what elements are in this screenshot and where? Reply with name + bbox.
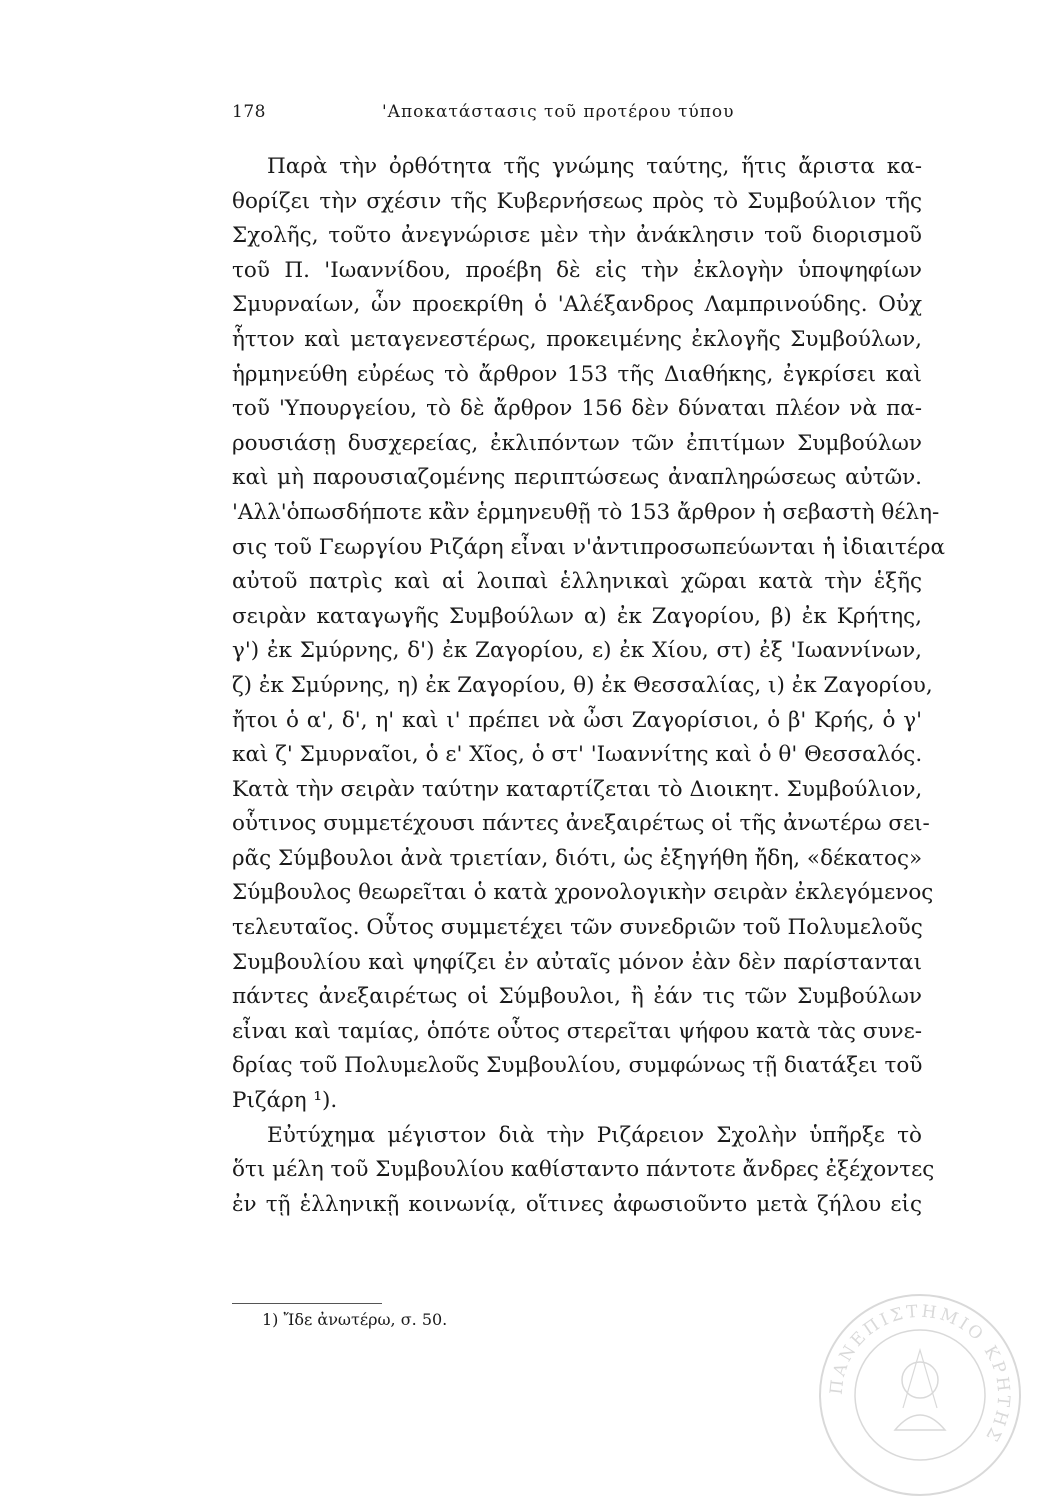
page-header [232, 102, 762, 128]
body-text [232, 150, 946, 1222]
text-line: γ') ἐκ Σμύρνης, δ') ἐκ Ζαγορίου, ε) ἐκ Χίου, στ) ἐξ 'Ιωαννίνων, [232, 638, 922, 664]
text-line: τοῦ Π. 'Ιωαννίδου, προέβη δὲ εἰς τὴν ἐκλογὴν ὑποψηφίων [232, 257, 922, 283]
text-line: σειρὰν καταγωγῆς Συμβούλων α) ἐκ Ζαγορίου, β) ἐκ Κρήτης, [232, 603, 922, 629]
text-line: Σύμβουλος θεωρεῖται ὁ κατὰ χρονολογικὴν σειρὰν ἐκλεγόμενος [232, 880, 934, 906]
text-line: ἤτοι ὁ α', δ', η' καὶ ι' πρέπει νὰ ὦσι Ζαγορίσιοι, ὁ β' Κρής, ὁ γ' [232, 707, 922, 733]
text-line: ρουσιάσῃ δυσχερείας, ἐκλιπόντων τῶν ἐπιτίμων Συμβούλων [232, 430, 922, 456]
text-line: πάντες ἀνεξαιρέτως οἱ Σύμβουλοι, ἢ ἐάν τις τῶν Συμβούλων [232, 984, 922, 1010]
text-line: εἶναι καὶ ταμίας, ὁπότε οὗτος στερεῖται ψήφου κατὰ τὰς συνε- [232, 1018, 922, 1044]
text-line: ρᾶς Σύμβουλοι ἀνὰ τριετίαν, διότι, ὡς ἐξηγήθη ἤδη, «δέκατος» [232, 845, 923, 871]
text-line: 'Αλλ'ὁπωσδήποτε κἂν ἑρμηνευθῇ τὸ 153 ἄρθρον ἡ σεβαστὴ θέλη- [232, 499, 940, 525]
text-line: καὶ ζ' Σμυρναῖοι, ὁ ε' Χῖος, ὁ στ' 'Ιωαννίτης καὶ ὁ θ' Θεσσαλός. [232, 742, 923, 768]
page-number: 178 [232, 102, 266, 122]
text-line: Παρὰ τὴν ὀρθότητα τῆς γνώμης ταύτης, ἥτις ἄριστα κα- [267, 154, 922, 179]
text-line: αὐτοῦ πατρὶς καὶ αἱ λοιπαὶ ἑλληνικαὶ χῶραι κατὰ τὴν ἑξῆς [232, 569, 922, 595]
running-title: 'Αποκατάστασις τοῦ προτέρου τύπου [382, 102, 735, 122]
text-line: Εὐτύχημα μέγιστον διὰ τὴν Ριζάρειον Σχολὴν ὑπῆρξε τὸ [267, 1122, 922, 1148]
university-seal-watermark [815, 1290, 1025, 1500]
text-line: σις τοῦ Γεωργίου Ριζάρη εἶναι ν'ἀντιπροσωπεύωνται ἡ ἰδιαιτέρα [232, 534, 946, 560]
text-line: ζ) ἐκ Σμύρνης, η) ἐκ Ζαγορίου, θ) ἐκ Θεσσαλίας, ι) ἐκ Ζαγορίου, [232, 672, 933, 698]
text-line: ἧττον καὶ μεταγενεστέρως, προκειμένης ἐκλογῆς Συμβούλων, [232, 326, 922, 352]
text-line: ὅτι μέλη τοῦ Συμβουλίου καθίσταντο πάντοτε ἄνδρες ἐξέχοντες [232, 1157, 935, 1183]
seal-text: ΠΑΝΕΠΙΣΤΗΜΙΟ ΚΡΗΤΗΣ [826, 1301, 1014, 1447]
svg-text:ΠΑΝΕΠΙΣΤΗΜΙΟ ΚΡΗΤΗΣ [827, 1302, 1014, 1447]
text-line: Κατὰ τὴν σειρὰν ταύτην καταρτίζεται τὸ Διοικητ. Συμβούλιον, [232, 776, 923, 802]
text-line: καὶ μὴ παρουσιαζομένης περιπτώσεως ἀναπληρώσεως αὐτῶν. [232, 465, 922, 491]
text-line: τοῦ 'Υπουργείου, τὸ δὲ ἄρθρον 156 δὲν δύναται πλέον νὰ πα- [232, 396, 922, 422]
text-line: Συμβουλίου καὶ ψηφίζει ἐν αὐταῖς μόνον ἐὰν δὲν παρίστανται [232, 949, 922, 975]
text-line: Ριζάρη ¹). [232, 1088, 338, 1114]
text-line: Σχολῆς, τοῦτο ἀνεγνώρισε μὲν τὴν ἀνάκλησιν τοῦ διορισμοῦ [232, 223, 922, 249]
text-line: Σμυρναίων, ὧν προεκρίθη ὁ 'Αλέξανδρος Λαμπρινούδης. Οὐχ [232, 292, 922, 318]
text-line: δρίας τοῦ Πολυμελοῦς Συμβουλίου, συμφώνως τῇ διατάξει τοῦ [232, 1053, 923, 1079]
text-line: θορίζει τὴν σχέσιν τῆς Κυβερνήσεως πρὸς τὸ Συμβούλιον τῆς [232, 188, 922, 214]
footnote: 1) Ἴδε ἀνωτέρω, σ. 50. [262, 1310, 448, 1329]
text-line: ἐν τῇ ἑλληνικῇ κοινωνίᾳ, οἵτινες ἀφωσιοῦντο μετὰ ζήλου εἰς [232, 1191, 922, 1217]
text-line: οὗτινος συμμετέχουσι πάντες ἀνεξαιρέτως οἱ τῆς ἀνωτέρω σει- [232, 811, 930, 837]
footnote-divider [232, 1303, 382, 1304]
text-line: ἡρμηνεύθη εὐρέως τὸ ἄρθρον 153 τῆς Διαθήκης, ἐγκρίσει καὶ [232, 361, 922, 387]
text-line: τελευταῖος. Οὗτος συμμετέχει τῶν συνεδριῶν τοῦ Πολυμελοῦς [232, 915, 923, 941]
